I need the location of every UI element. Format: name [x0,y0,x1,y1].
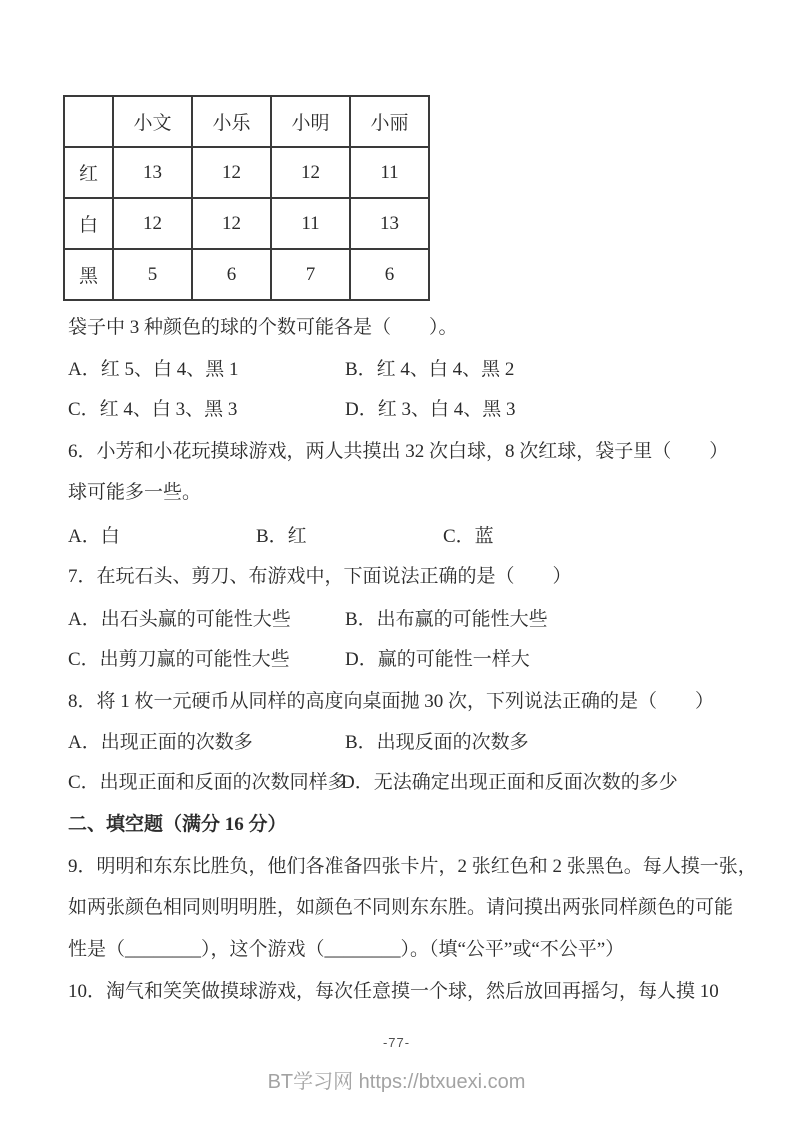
table-header-xiaole: 小乐 [192,96,271,147]
table-header-xiaoming: 小明 [271,96,350,147]
table-header-xiaoli: 小丽 [350,96,429,147]
row-label-black: 黑 [64,249,113,300]
q8-option-c: C．出现正面和反面的次数同样多 [68,772,347,793]
table-cell: 12 [192,198,271,249]
q7-option-c: C．出剪刀赢的可能性大些 [68,649,290,670]
row-label-red: 红 [64,147,113,198]
q6-stem-line1: 6．小芳和小花玩摸球游戏，两人共摸出 32 次白球，8 次红球，袋子里（ ） [68,441,729,462]
table-cell: 11 [271,198,350,249]
table-header-xiaowen: 小文 [113,96,192,147]
table-header-empty [64,96,113,147]
table-cell: 12 [113,198,192,249]
table-cell: 12 [192,147,271,198]
q9-line1: 9．明明和东东比胜负，他们各准备四张卡片，2 张红色和 2 张黑色。每人摸一张， [68,856,757,877]
table-cell: 13 [350,198,429,249]
table-cell: 7 [271,249,350,300]
q5-option-a: A．红 5、白 4、黑 1 [68,359,239,380]
q5-stem: 袋子中 3 种颜色的球的个数可能各是（ ）。 [68,317,458,338]
q9-line2: 如两张颜色相同则明明胜，如颜色不同则东东胜。请问摸出两张同样颜色的可能 [68,897,734,918]
q8-option-d: D．无法确定出现正面和反面次数的多少 [341,772,678,793]
table-cell: 5 [113,249,192,300]
q9-line3-blanks: 性是（________），这个游戏（________）。（填“公平”或“不公平”） [68,939,625,960]
q7-option-a: A．出石头赢的可能性大些 [68,609,291,630]
row-label-white: 白 [64,198,113,249]
table-row [64,198,429,249]
table-row [64,147,429,198]
table-cell: 6 [350,249,429,300]
q6-option-b: B．红 [256,526,307,547]
table-cell: 6 [192,249,271,300]
q8-option-b: B．出现反面的次数多 [345,732,529,753]
page-number: -77- [382,1035,411,1050]
ball-count-table [63,95,430,301]
q7-option-d: D．赢的可能性一样大 [345,649,530,670]
q6-stem-line2: 球可能多一些。 [68,482,202,503]
q7-option-b: B．出布赢的可能性大些 [345,609,548,630]
q6-option-a: A．白 [68,526,120,547]
q10-line1: 10．淘气和笑笑做摸球游戏，每次任意摸一个球，然后放回再摇匀，每人摸 10 [68,981,719,1002]
q7-stem: 7．在玩石头、剪刀、布游戏中，下面说法正确的是（ ） [68,566,572,587]
table-cell: 12 [271,147,350,198]
q8-option-a: A．出现正面的次数多 [68,732,253,753]
table-header-row [64,96,429,147]
table-cell: 13 [113,147,192,198]
site-watermark: BT学习网 https://btxuexi.com [267,1071,526,1093]
table-cell: 11 [350,147,429,198]
q8-stem: 8．将 1 枚一元硬币从同样的高度向桌面抛 30 次，下列说法正确的是（ ） [68,691,715,712]
table-row [64,249,429,300]
q5-option-c: C．红 4、白 3、黑 3 [68,399,238,420]
section2-title: 二、填空题（满分 16 分） [68,814,287,835]
q5-option-b: B．红 4、白 4、黑 2 [345,359,515,380]
q6-option-c: C．蓝 [443,526,494,547]
q5-option-d: D．红 3、白 4、黑 3 [345,399,516,420]
